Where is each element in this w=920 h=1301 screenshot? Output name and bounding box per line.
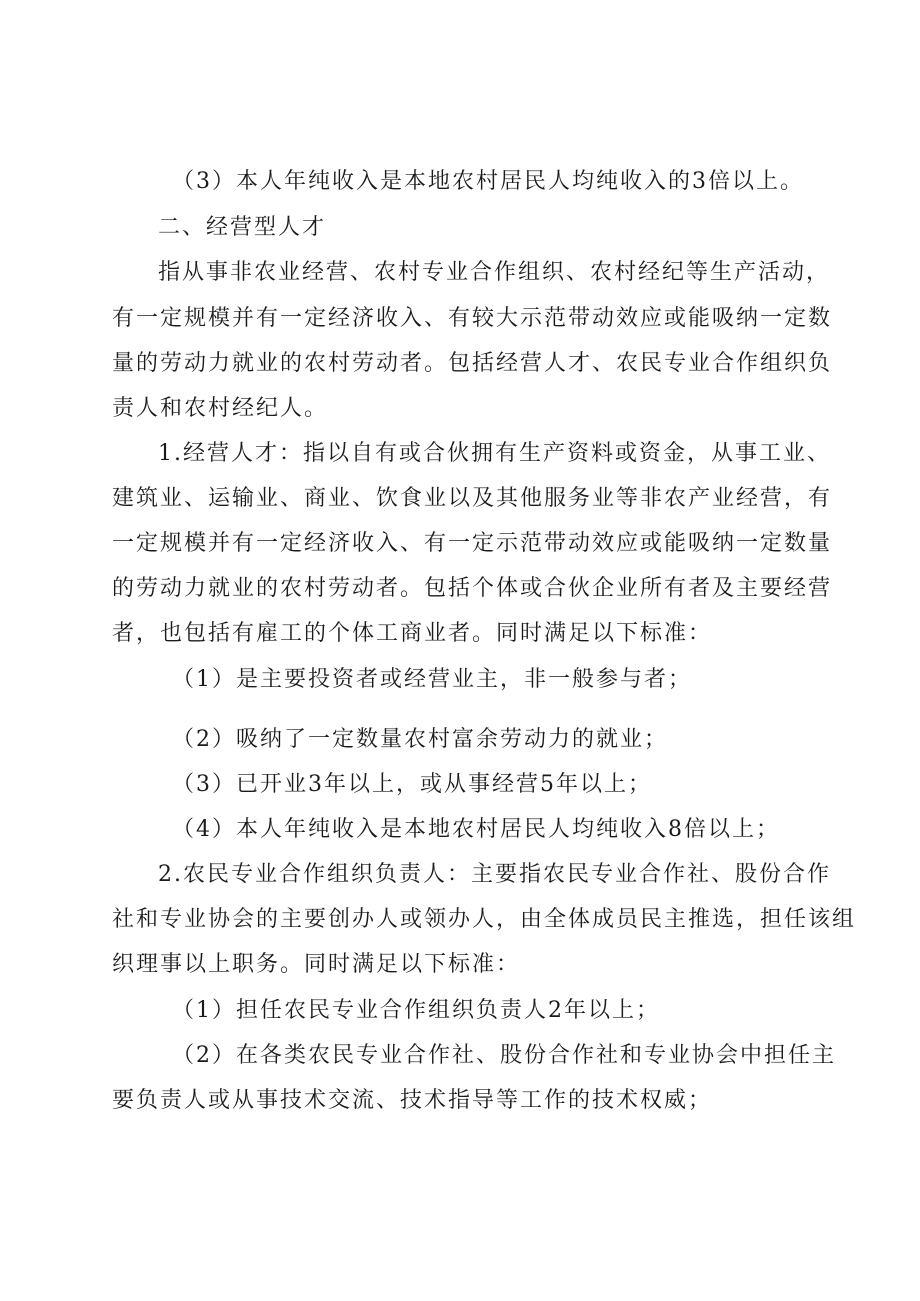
- paragraph-line: 指从事非农业经营、农村专业合作组织、农村经纪等生产活动，: [158, 260, 831, 285]
- list-item: （2）吸纳了一定数量农村富余劳动力的就业；: [172, 727, 668, 752]
- paragraph-line: （3）本人年纯收入是本地农村居民人均纯收入的3倍以上。: [172, 169, 804, 194]
- paragraph-line: 量的劳动力就业的农村劳动者。包括经营人才、农民专业合作组织负: [112, 351, 833, 376]
- paragraph-line: 者，也包括有雇工的个体工商业者。同时满足以下标准：: [112, 621, 713, 646]
- paragraph-line: 建筑业、运输业、商业、饮食业以及其他服务业等非农产业经营，有: [112, 486, 833, 511]
- paragraph-line: 要负责人或从事技术交流、技术指导等工作的技术权威；: [112, 1088, 713, 1113]
- paragraph-line: 的劳动力就业的农村劳动者。包括个体或合伙企业所有者及主要经营: [112, 576, 833, 601]
- list-item: （2）在各类农民专业合作社、股份合作社和专业协会中担任主: [172, 1043, 836, 1068]
- list-item: （4）本人年纯收入是本地农村居民人均纯收入8倍以上；: [172, 817, 780, 842]
- paragraph-line: 一定规模并有一定经济收入、有一定示范带动效应或能吸纳一定数量: [112, 531, 833, 556]
- list-item: （3）已开业3年以上，或从事经营5年以上；: [172, 772, 652, 797]
- list-item: （1）担任农民专业合作组织负责人2年以上；: [172, 998, 660, 1023]
- paragraph-line: 织理事以上职务。同时满足以下标准：: [112, 952, 521, 977]
- paragraph-line: 1.经营人才：指以自有或合伙拥有生产资料或资金，从事工业、: [158, 441, 831, 466]
- paragraph-line: 2.农民专业合作组织负责人：主要指农民专业合作社、股份合作: [158, 862, 831, 887]
- paragraph-line: 社和专业协会的主要创办人或领办人，由全体成员民主推选，担任该组: [112, 907, 857, 932]
- paragraph-line: 有一定规模并有一定经济收入、有较大示范带动效应或能吸纳一定数: [112, 306, 833, 331]
- section-heading: 二、经营型人才: [158, 215, 327, 240]
- paragraph-line: 责人和农村经纪人。: [112, 396, 329, 421]
- list-item: （1）是主要投资者或经营业主，非一般参与者；: [172, 667, 692, 692]
